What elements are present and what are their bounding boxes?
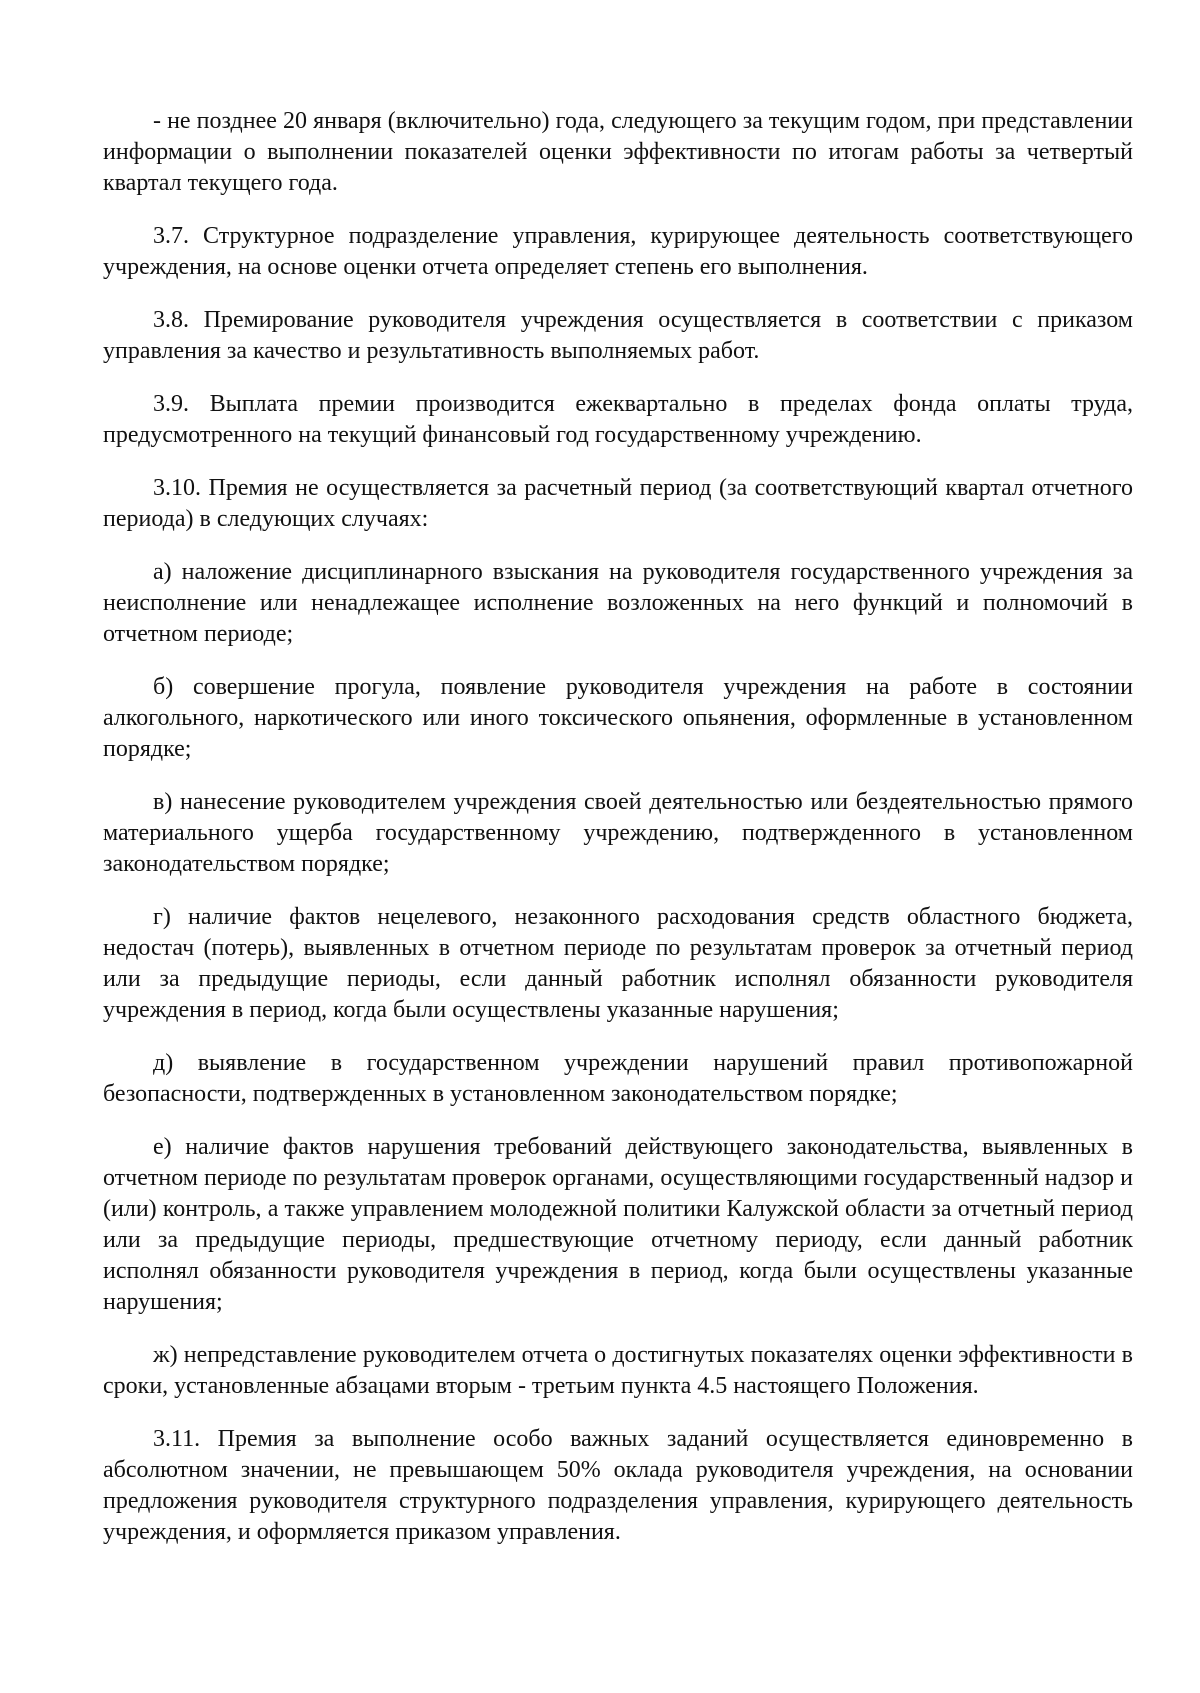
paragraph-item-v: в) нанесение руководителем учреждения своей деятельностью или бездеятельностью прямого материального ущерба государственному учреждению, подтвержденного в установленном законодательством порядке; <box>103 789 1133 877</box>
paragraph-deadline-january: - не позднее 20 января (включительно) года, следующего за текущим годом, при представлении информации о выполнении показателей оценки эффективности по итогам работы за четвертый квартал текущего года. <box>103 108 1133 196</box>
paragraph-3-9: 3.9. Выплата премии производится ежеквартально в пределах фонда оплаты труда, предусмотренного на текущий финансовый год государственному учреждению. <box>103 391 1133 448</box>
paragraph-3-8: 3.8. Премирование руководителя учреждения осуществляется в соответствии с приказом управления за качество и результативность выполняемых работ. <box>103 307 1133 364</box>
paragraph-3-7: 3.7. Структурное подразделение управления, курирующее деятельность соответствующего учреждения, на основе оценки отчета определяет степень его выполнения. <box>103 223 1133 280</box>
paragraph-3-10: 3.10. Премия не осуществляется за расчетный период (за соответствующий квартал отчетного периода) в следующих случаях: <box>103 475 1133 532</box>
document-page <box>103 106 1133 1570</box>
paragraph-item-d: д) выявление в государственном учреждении нарушений правил противопожарной безопасности, подтвержденных в установленном законодательством порядке; <box>103 1050 1133 1107</box>
paragraph-item-zh: ж) непредставление руководителем отчета о достигнутых показателях оценки эффективности в сроки, установленные абзацами вторым - третьим пункта 4.5 настоящего Положения. <box>103 1342 1133 1399</box>
paragraph-item-a: а) наложение дисциплинарного взыскания на руководителя государственного учреждения за неисполнение или ненадлежащее исполнение возложенных на него функций и полномочий в отчетном периоде; <box>103 559 1133 647</box>
paragraph-item-e: е) наличие фактов нарушения требований действующего законодательства, выявленных в отчетном периоде по результатам проверок органами, осуществляющими государственный надзор и (или) контроль, а также управлением молодежной политики Калужской области за отчетный период или за предыдущие периоды, предшествующие отчетному периоду, если данный работник исполнял обязанности руководителя учреждения в период, когда были осуществлены указанные нарушения; <box>103 1134 1133 1315</box>
paragraph-item-g: г) наличие фактов нецелевого, незаконного расходования средств областного бюджета, недостач (потерь), выявленных в отчетном периоде по результатам проверок за отчетный период или за предыдущие периоды, если данный работник исполнял обязанности руководителя учреждения в период, когда были осуществлены указанные нарушения; <box>103 904 1133 1023</box>
paragraph-item-b: б) совершение прогула, появление руководителя учреждения на работе в состоянии алкогольного, наркотического или иного токсического опьянения, оформленные в установленном порядке; <box>103 674 1133 762</box>
paragraph-3-11: 3.11. Премия за выполнение особо важных заданий осуществляется единовременно в абсолютном значении, не превышающем 50% оклада руководителя учреждения, на основании предложения руководителя структурного подразделения управления, курирующего деятельность учреждения, и оформляется приказом управления. <box>103 1426 1133 1545</box>
